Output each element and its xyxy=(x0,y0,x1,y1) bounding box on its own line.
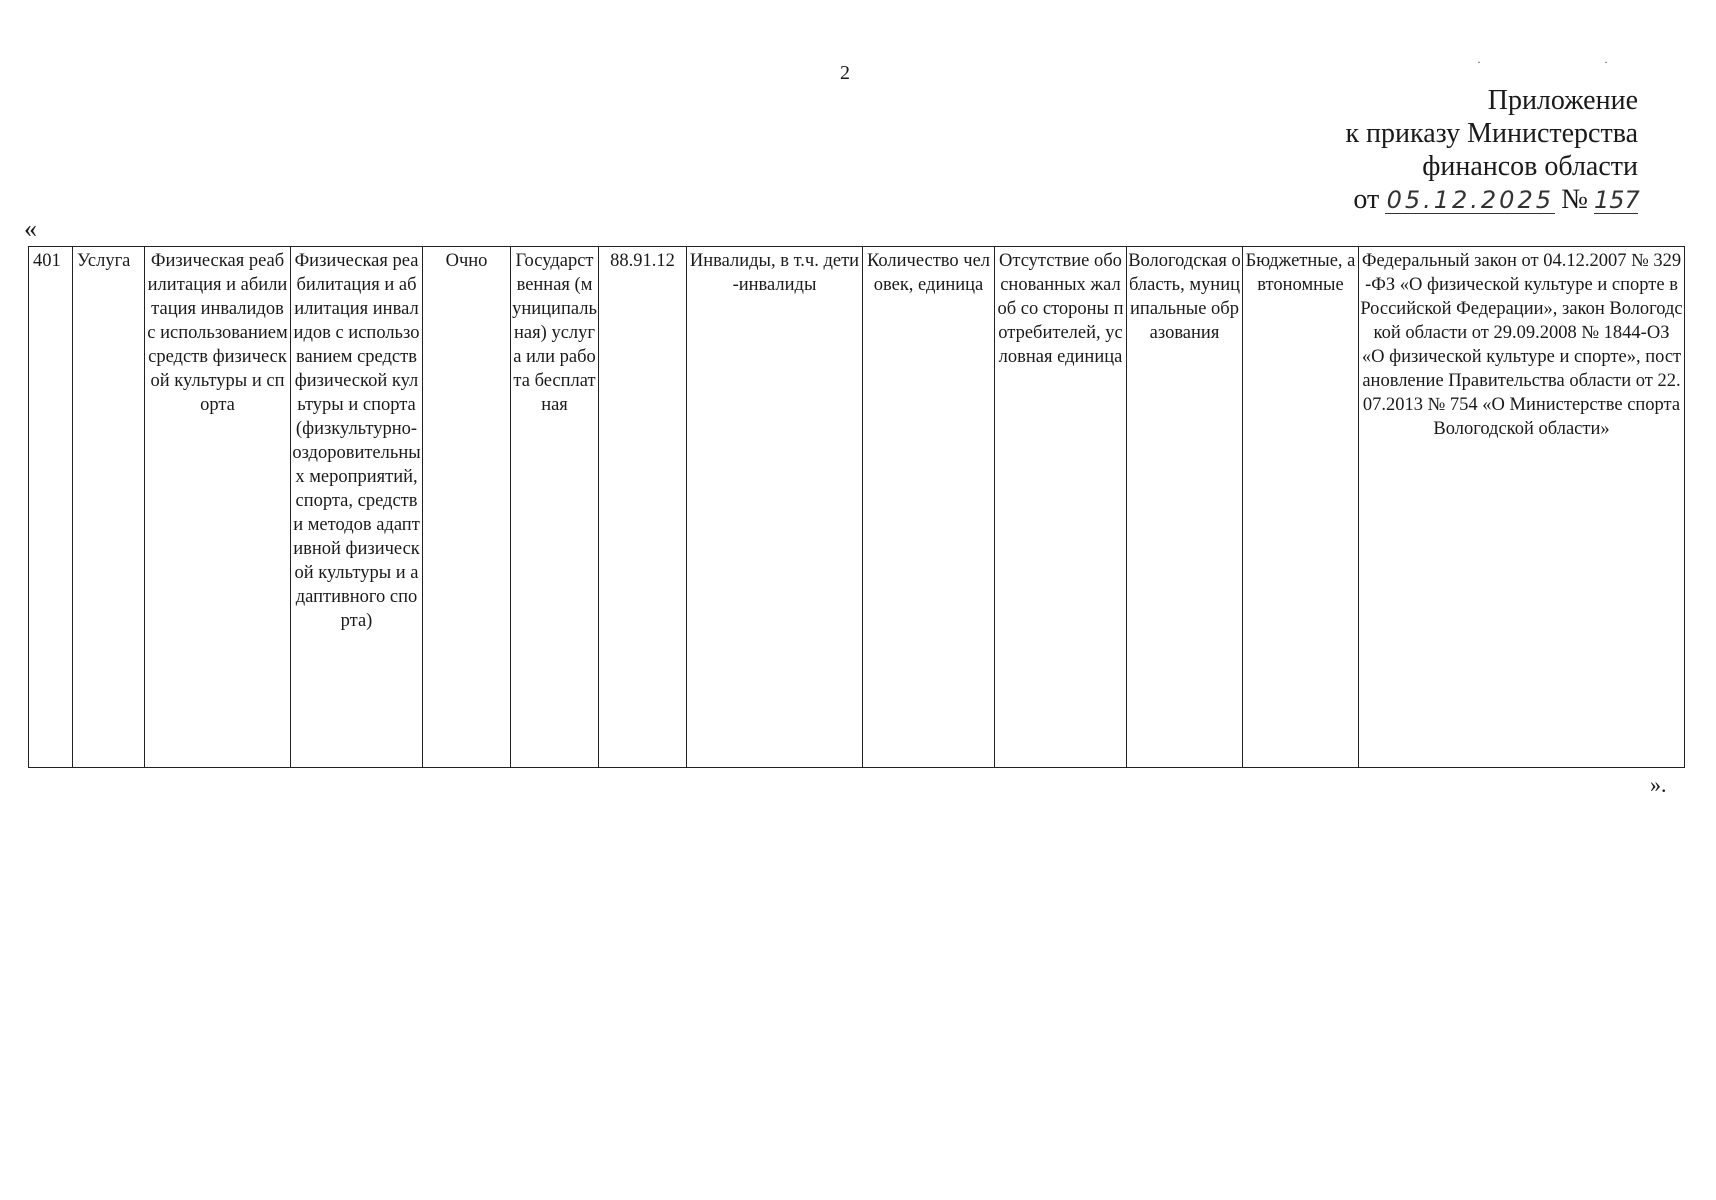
page-number: 2 xyxy=(840,62,850,84)
table-row xyxy=(29,247,1685,768)
opening-quote: « xyxy=(24,214,37,243)
cell-form: Очно xyxy=(423,247,511,768)
services-table xyxy=(28,246,1685,768)
cell-service-content: Физическая реабилитация и абилитация инвалидов с использованием средств физической культуры и спорта (физкультурно-оздоровительных мероприятий, спорта, средств и методов адаптивной физической культуры и адаптивного спорта) xyxy=(291,247,423,768)
number-sign: № xyxy=(1561,184,1588,215)
cell-number: 401 xyxy=(29,247,73,768)
cell-category: Государственная (муниципальная) услуга или работа бесплатная xyxy=(511,247,599,768)
approval-header xyxy=(1345,84,1638,216)
cell-quality: Отсутствие обоснованных жалоб со стороны потребителей, условная единица xyxy=(995,247,1127,768)
order-line xyxy=(1345,183,1638,216)
header-line-1: Приложение xyxy=(1487,85,1638,116)
header-line-2: к приказу Министерства xyxy=(1345,118,1638,149)
cell-service-name: Физическая реабилитация и абилитация инвалидов с использованием средств физической культуры и спорта xyxy=(145,247,291,768)
cell-volume: Количество человек, единица xyxy=(863,247,995,768)
order-number: 157 xyxy=(1594,186,1640,214)
cell-institutions: Бюджетные, автономные xyxy=(1243,247,1359,768)
scan-marks: · · xyxy=(1477,55,1668,69)
cell-type: Услуга xyxy=(73,247,145,768)
cell-consumers: Инвалиды, в т.ч. дети-инвалиды xyxy=(687,247,863,768)
date-prefix: от xyxy=(1353,184,1380,215)
cell-okved: 88.91.12 xyxy=(599,247,687,768)
header-line-3: финансов области xyxy=(1422,151,1638,182)
closing-quote: ». xyxy=(1650,772,1667,797)
cell-level: Вологодская область, муниципальные образования xyxy=(1127,247,1243,768)
cell-legal-basis: Федеральный закон от 04.12.2007 № 329-ФЗ «О физической культуре и спорте в Российской Федерации», закон Вологодской области от 29.09.2008 № 1844-ОЗ «О физической культуре и спорте», постановление Правительства области от 22.07.2013 № 754 «О Министерстве спорта Вологодской области» xyxy=(1359,247,1685,768)
order-date: 05.12.2025 xyxy=(1386,186,1554,214)
